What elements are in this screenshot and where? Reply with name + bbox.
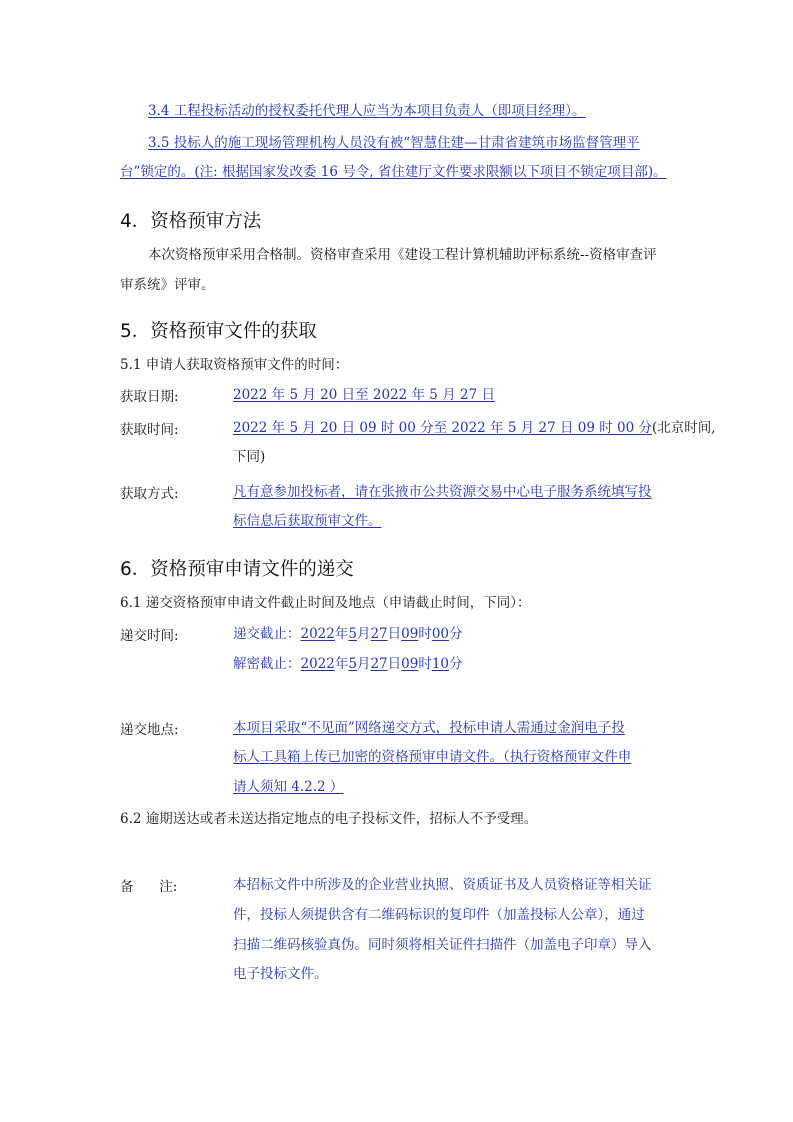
deadline-year-unit: 年 xyxy=(334,626,349,642)
deadline-hour: 09 xyxy=(401,626,419,642)
deadline-minute-unit: 分 xyxy=(449,626,463,642)
deadline-day: 27 xyxy=(370,626,388,642)
note-line3: 扫描二维码核验真伪。同时须将相关证件扫描件（加盖电子印章）导入 xyxy=(233,937,652,953)
obtain-date-label: 获取日期: xyxy=(120,389,179,405)
decrypt-minute-unit: 分 xyxy=(449,656,463,672)
heading-section-6: 6．资格预审申请文件的递交 xyxy=(120,559,354,580)
decrypt-hour: 09 xyxy=(401,656,419,672)
decrypt-day-unit: 日 xyxy=(387,656,402,672)
note-line4: 电子投标文件。 xyxy=(233,966,328,982)
decrypt-month: 5 xyxy=(348,656,357,672)
decrypt-deadline xyxy=(233,654,463,674)
obtain-time-line2: 下同) xyxy=(233,449,266,465)
submit-place-line2: 标人工具箱上传已加密的资格预审申请文件。（执行资格预审文件申 xyxy=(233,749,632,765)
decrypt-year-unit: 年 xyxy=(334,656,349,672)
deadline-year: 2022 xyxy=(300,626,335,642)
deadline-day-unit: 日 xyxy=(387,626,402,642)
decrypt-minute: 10 xyxy=(431,656,450,672)
obtain-method-line2: 标信息后获取预审文件。 xyxy=(233,513,382,529)
section-4-paragraph-line1: 本次资格预审采用合格制。资格审查采用《建设工程计算机辅助评标系统--资格审查评 xyxy=(148,247,657,263)
deadline-hour-unit: 时 xyxy=(418,626,432,642)
section-5-1-intro: 5.1 申请人获取资格预审文件的时间： xyxy=(120,357,349,373)
decrypt-year: 2022 xyxy=(300,656,335,672)
decrypt-month-unit: 月 xyxy=(356,656,371,672)
submit-deadline xyxy=(233,624,463,644)
submit-time-label: 递交时间: xyxy=(120,628,179,644)
heading-section-5: 5．资格预审文件的获取 xyxy=(120,321,317,342)
obtain-time-tail: (北京时间, xyxy=(652,420,716,436)
clause-3-5-line1: 3.5 投标人的施工现场管理机构人员没有被“智慧住建—甘肃省建筑市场监督管理平 xyxy=(148,135,640,151)
obtain-time-range: 2022 年 5 月 20 日 09 时 00 分至 2022 年 5 月 27 日 09 时 00 分 xyxy=(233,420,652,436)
submit-place-line3: 请人须知 4.2.2 ） xyxy=(233,779,344,795)
decrypt-hour-unit: 时 xyxy=(418,656,432,672)
heading-section-4: 4．资格预审方法 xyxy=(120,211,262,232)
note-label: 备 注: xyxy=(120,879,178,895)
section-4-paragraph-line2: 审系统》评审。 xyxy=(120,277,215,293)
clause-3-5-line2: 台”锁定的。(注: 根据国家发改委 16 号令, 省住建厅文件要求限额以下项目不锁定项目部)。 xyxy=(120,164,667,180)
section-6-2: 6.2 逾期送达或者未送达指定地点的电子投标文件，招标人不予受理。 xyxy=(120,811,538,827)
decrypt-day: 27 xyxy=(370,656,388,672)
obtain-method-line1: 凡有意参加投标者，请在张掖市公共资源交易中心电子服务系统填写投 xyxy=(233,484,652,500)
submit-deadline-prefix: 递交截止： xyxy=(233,626,301,642)
deadline-month-unit: 月 xyxy=(356,626,371,642)
deadline-month: 5 xyxy=(348,626,357,642)
submit-place-label: 递交地点: xyxy=(120,722,179,738)
obtain-date-value: 2022 年 5 月 20 日至 2022 年 5 月 27 日 xyxy=(233,387,495,403)
note-line1: 本招标文件中所涉及的企业营业执照、资质证书及人员资格证等相关证 xyxy=(233,877,652,893)
submit-place-line1: 本项目采取“不见面”网络递交方式，投标申请人需通过金润电子投 xyxy=(233,720,625,736)
obtain-time-value xyxy=(233,418,716,438)
section-6-1-intro: 6.1 递交资格预审申请文件截止时间及地点（申请截止时间，下同）： xyxy=(120,595,531,611)
obtain-time-label: 获取时间: xyxy=(120,422,179,438)
deadline-minute: 00 xyxy=(431,626,450,642)
clause-3-4: 3.4 工程投标活动的授权委托代理人应当为本项目负责人（即项目经理）。 xyxy=(148,103,586,119)
obtain-method-label: 获取方式: xyxy=(120,486,179,502)
decrypt-deadline-prefix: 解密截止： xyxy=(233,656,301,672)
note-line2: 件，投标人须提供含有二维码标识的复印件（加盖投标人公章），通过 xyxy=(233,907,645,923)
